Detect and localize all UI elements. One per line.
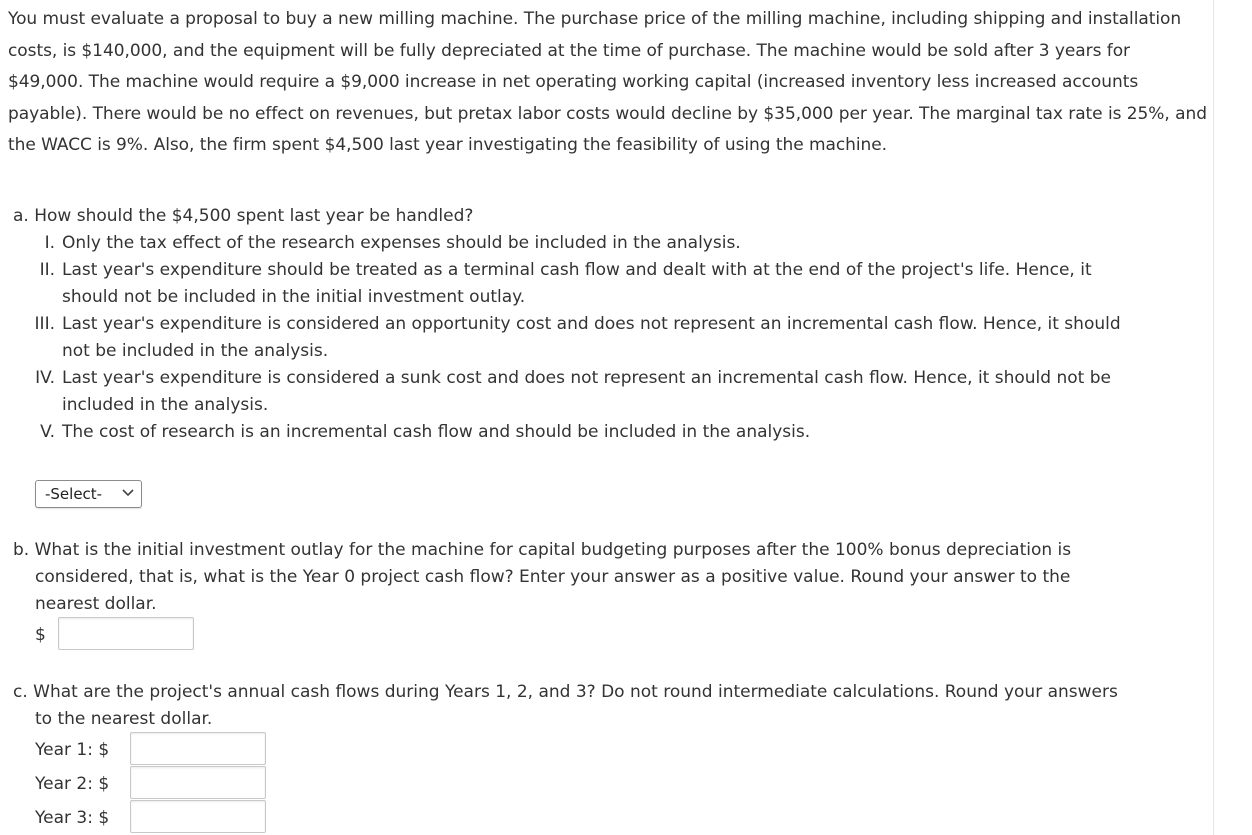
year-1-label: Year 1: $ [35, 740, 110, 760]
part-c-question-continued: to the nearest dollar. [35, 709, 213, 729]
chevron-down-icon [122, 488, 134, 498]
option-numeral: I. [44, 233, 55, 253]
option-text: Last year's expenditure is considered a sunk cost and does not represent an incremental cash flow. Hence, it should not be [62, 368, 1111, 388]
year-2-input[interactable] [130, 766, 266, 799]
option-text: Last year's expenditure should be treated as a terminal cash flow and dealt with at the end of the project's life. Hence, it [62, 260, 1092, 280]
part-b-question: b. What is the initial investment outlay for the machine for capital budgeting purposes after the 100% bonus depreciation is [13, 540, 1072, 560]
part-b-question-continued: considered, that is, what is the Year 0 project cash flow? Enter your answer as a positive value. Round your answer to the [35, 567, 1071, 587]
initial-outlay-input[interactable] [58, 617, 194, 650]
option-text: Last year's expenditure is considered an opportunity cost and does not represent an incremental cash flow. Hence, it should [62, 314, 1121, 334]
currency-label: $ [35, 625, 46, 645]
option-text: Only the tax effect of the research expenses should be included in the analysis. [62, 233, 741, 253]
option-numeral: V. [40, 422, 55, 442]
right-divider [1213, 0, 1214, 835]
option-text-continued: not be included in the analysis. [62, 341, 329, 361]
part-b-question-continued: nearest dollar. [35, 594, 157, 614]
option-numeral: III. [34, 314, 55, 334]
problem-statement: You must evaluate a proposal to buy a new milling machine. The purchase price of the milling machine, including shipping and installation costs, is $140,000, and the equipment will be fully depreciated at the time of purchase. The machine would be sold after 3 years for $49,000. The machine would require a $9,000 increase in net operating working capital (increased inventory less increased accounts payable). There would be no effect on revenues, but pretax labor costs would decline by $35,000 per year. The marginal tax rate is 25%, and the WACC is 9%. Also, the firm spent $4,500 last year investigating the feasibility of using the machine. [8, 9, 1207, 155]
year-3-label: Year 3: $ [35, 808, 110, 828]
option-text: The cost of research is an incremental cash flow and should be included in the analysis. [62, 422, 811, 442]
select-value: -Select- [45, 485, 103, 503]
answer-a-select[interactable] [35, 480, 142, 508]
part-c-question: c. What are the project's annual cash flows during Years 1, 2, and 3? Do not round intermediate calculations. Round your answers [13, 682, 1118, 702]
option-numeral: II. [39, 260, 55, 280]
year-3-input[interactable] [130, 800, 266, 833]
part-a-question: a. How should the $4,500 spent last year be handled? [13, 206, 474, 226]
option-text-continued: included in the analysis. [62, 395, 269, 415]
option-numeral: IV. [35, 368, 55, 388]
year-1-input[interactable] [130, 732, 266, 765]
year-2-label: Year 2: $ [35, 774, 110, 794]
option-text-continued: should not be included in the initial investment outlay. [62, 287, 526, 307]
